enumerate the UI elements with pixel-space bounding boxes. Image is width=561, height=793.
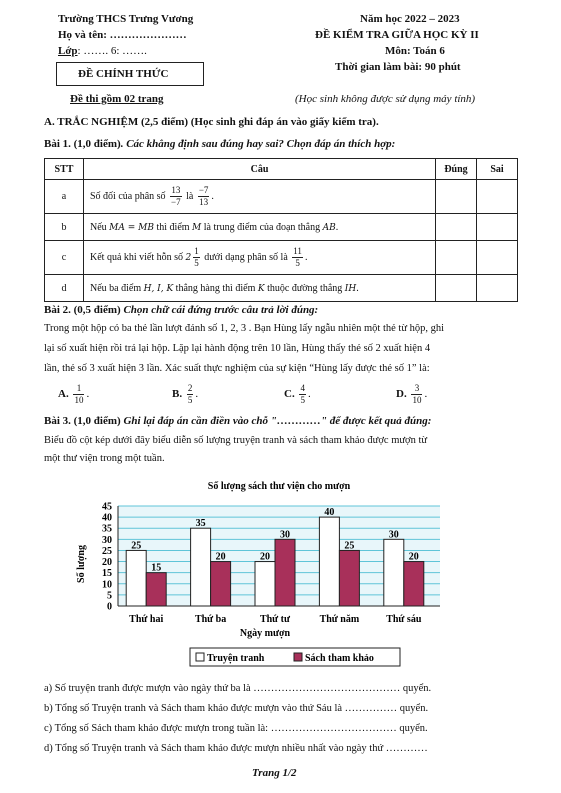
denominator: 5: [187, 395, 193, 405]
y-axis-label: Số lượng: [76, 545, 87, 583]
statement-text: Kết quả khi viết hỗn số: [90, 251, 184, 263]
x-tick-label: Thứ năm: [319, 614, 360, 625]
x-tick-label: Thứ sáu: [386, 614, 422, 625]
bar-sach-tham-khao: [146, 573, 166, 606]
y-tick-label: 15: [102, 568, 112, 580]
official-label: ĐỀ CHÍNH THỨC: [78, 68, 169, 80]
math-expr: M: [192, 222, 202, 233]
bar-value-label: 15: [151, 562, 162, 574]
option-d[interactable]: D. $\frac{3}{10}$ .: [396, 383, 428, 405]
page-number: Trang 1/2: [252, 767, 297, 779]
fraction: [193, 247, 200, 268]
fraction: [187, 384, 194, 405]
class-line: [58, 46, 147, 57]
bai2-heading: [44, 305, 318, 316]
bai3-heading: [44, 416, 431, 427]
y-tick-label: 35: [102, 523, 112, 535]
school-year: Năm học 2022 – 2023: [360, 13, 460, 25]
subject: Môn: Toán 6: [385, 45, 445, 57]
math-expr: H, I, K: [143, 283, 174, 294]
x-tick-label: Thứ hai: [129, 614, 164, 625]
header-sai: Sai: [477, 159, 518, 180]
chart-title: Số lượng sách thư viện cho mượn: [207, 481, 351, 492]
denominator: 5: [194, 258, 199, 268]
statement-text: Số đối của phân số: [90, 190, 166, 202]
fraction: [170, 186, 182, 207]
section-a-title: A. TRẮC NGHIỆM (2,5 điểm) (Học sinh ghi đáp án vào giấy kiểm tra).: [44, 116, 379, 128]
student-name-line: Họ và tên: …………………: [58, 29, 187, 41]
fraction: [198, 186, 210, 207]
bar-truyen-tranh: [255, 562, 275, 606]
statement-text: là: [186, 190, 194, 202]
option-b[interactable]: B. $\frac{2}{5}$ .: [172, 383, 199, 405]
exam-title: ĐỀ KIỂM TRA GIỮA HỌC KỲ II: [315, 29, 479, 41]
option-letter: D.: [396, 388, 407, 401]
y-tick-label: 10: [102, 579, 112, 591]
numerator: 3: [411, 384, 422, 395]
bai1-heading: [44, 139, 395, 150]
bar-value-label: 20: [260, 551, 270, 563]
bar-truyen-tranh: [191, 528, 211, 606]
bar-value-label: 35: [195, 518, 206, 530]
option-a[interactable]: A. $\frac{1}{10}$ .: [58, 383, 90, 405]
y-tick-label: 40: [102, 512, 112, 524]
row-stt: c: [45, 241, 84, 275]
pages-note: Đề thi gồm 02 trang: [70, 93, 164, 105]
table-row: [45, 241, 518, 275]
question-line: c) Tổng số Sách tham khảo được mượn trong tuần là: ……………………………… quyển.: [44, 723, 428, 734]
fraction: [73, 384, 84, 405]
bai3-text-line: một thư viện trong một tuần.: [44, 453, 165, 464]
table-header-row: [45, 159, 518, 180]
bai2-text-line: lại số xuất hiện rồi trả lại hộp. Lặp lại hành động trên 10 lần, Hùng thấy thẻ số 2 xuất hiện 4: [44, 343, 431, 354]
answer-true-cell[interactable]: [436, 214, 477, 241]
numerator: 11: [293, 246, 302, 256]
x-tick-label: Thứ tư: [259, 614, 291, 625]
denominator: 10: [74, 395, 84, 405]
bai3-label: Bài 3. (1,0 điểm): [44, 415, 121, 427]
row-statement: [84, 180, 436, 214]
statement-text: thì điểm: [156, 221, 190, 233]
bai3-prompt: Ghi lại đáp án cần điền vào chỗ "…………" để được kết quả đúng:: [123, 415, 432, 427]
bar-sach-tham-khao: [211, 562, 231, 606]
numerator: 4: [300, 383, 305, 393]
header-cau: Câu: [84, 159, 436, 180]
fraction: [299, 384, 306, 405]
y-tick-label: 30: [102, 534, 112, 546]
y-tick-label: 25: [102, 545, 112, 557]
question-line: d) Tổng số Truyện tranh và Sách tham khảo được mượn nhiều nhất vào ngày thứ …………: [44, 743, 428, 754]
bar-truyen-tranh: [319, 517, 339, 606]
bai2-text-line: lần, thẻ số 3 xuất hiện 3 lần. Xác suất thực nghiệm của sự kiện “Hùng lấy được thẻ số 1” là:: [44, 363, 430, 374]
bar-value-label: 20: [408, 551, 419, 563]
bar-value-label: 25: [131, 540, 142, 552]
numerator: −7: [198, 185, 209, 195]
statement-text: thẳng hàng thì điểm: [175, 282, 256, 294]
question-line: a) Số truyện tranh được mượn vào ngày thứ ba là …………………………………… quyển.: [44, 683, 432, 694]
legend-label: Sách tham khảo: [305, 653, 374, 664]
bar-sach-tham-khao: [275, 539, 295, 606]
answer-true-cell[interactable]: [436, 241, 477, 275]
option-letter: A.: [58, 388, 69, 401]
class-label: Lớp: [58, 45, 78, 57]
denominator: 13: [199, 197, 209, 207]
answer-true-cell[interactable]: [436, 180, 477, 214]
true-false-table: [44, 158, 518, 302]
option-letter: B.: [172, 388, 183, 401]
header-dung: Đúng: [436, 159, 477, 180]
x-axis-label: Ngày mượn: [239, 628, 291, 639]
bai2-text-line: Trong một hộp có ba thẻ lần lượt đánh số 1, 2, 3 . Bạn Hùng lấy ngẫu nhiên một thẻ từ hộp, ghi: [44, 323, 445, 334]
statement-text: thuộc đường thẳng: [267, 282, 343, 294]
fraction: [411, 384, 422, 405]
numerator: 1: [194, 246, 199, 256]
statement-text: Nếu ba điểm: [90, 282, 142, 294]
math-expr: AB: [322, 222, 336, 233]
row-statement: [84, 241, 436, 275]
bar-value-label: 40: [324, 507, 335, 519]
time-limit: Thời gian làm bài: 90 phút: [335, 61, 461, 73]
numerator: 2: [187, 383, 193, 393]
y-tick-label: 20: [102, 557, 112, 569]
denominator: 10: [412, 395, 422, 405]
row-stt: a: [45, 180, 84, 214]
bar-truyen-tranh: [126, 550, 146, 606]
row-stt: b: [45, 214, 84, 241]
option-c[interactable]: C. $\frac{4}{5}$ .: [284, 383, 311, 405]
bar-value-label: 30: [388, 529, 399, 541]
header-stt: STT: [45, 159, 84, 180]
library-bar-chart: [60, 478, 490, 678]
bai1-prompt: . Các khẳng định sau đúng hay sai? Chọn đáp án thích hợp:: [120, 138, 396, 150]
answer-false-cell[interactable]: [477, 180, 518, 214]
mixed-whole: 2: [185, 252, 192, 263]
numerator: 13: [171, 185, 181, 195]
statement-text: là trung điểm của đoạn thẳng: [203, 221, 321, 233]
table-row: [45, 180, 518, 214]
legend-swatch: [294, 653, 302, 661]
bai2-label: Bài 2. (0,5 điểm): [44, 304, 121, 316]
option-letter: C.: [284, 388, 295, 401]
row-statement: [84, 275, 436, 302]
statement-text: .: [356, 282, 359, 294]
denominator: 5: [295, 258, 300, 268]
table-row: [45, 275, 518, 302]
y-tick-label: 0: [107, 601, 112, 613]
bar-sach-tham-khao: [339, 550, 359, 606]
bai3-text-line: Biểu đồ cột kép dưới đây biểu diễn số lượng truyện tranh và sách tham khảo được mượn từ: [44, 435, 428, 446]
bar-value-label: 20: [215, 551, 226, 563]
fraction: [292, 247, 303, 268]
calculator-note: (Học sinh không được sử dụng máy tính): [295, 93, 476, 105]
legend-swatch: [196, 653, 204, 661]
y-tick-label: 5: [107, 590, 112, 602]
row-statement: [84, 214, 436, 241]
answer-false-cell[interactable]: [477, 275, 518, 302]
statement-text: dưới dạng phân số là: [204, 251, 288, 263]
answer-true-cell[interactable]: [436, 275, 477, 302]
table-row: [45, 214, 518, 241]
x-tick-label: Thứ ba: [194, 614, 227, 625]
denominator: 5: [300, 395, 305, 405]
bai2-prompt: Chọn chữ cái đứng trước câu trả lời đúng:: [123, 304, 319, 316]
math-expr: IH: [344, 283, 357, 294]
bar-value-label: 25: [344, 540, 355, 552]
class-blank: : ……. 6: …….: [77, 45, 147, 57]
statement-text: .: [335, 221, 339, 233]
bai1-label: Bài 1. (1,0 điểm): [44, 138, 121, 150]
question-line: b) Tổng số Truyện tranh và Sách tham khảo được mượn vào thứ Sáu là …………… quyển.: [44, 703, 429, 714]
statement-text: .: [304, 251, 308, 263]
denominator: −7: [171, 197, 181, 207]
bar-truyen-tranh: [384, 539, 404, 606]
bar-sach-tham-khao: [404, 562, 424, 606]
bar-value-label: 30: [280, 529, 290, 541]
numerator: 1: [73, 384, 84, 395]
answer-false-cell[interactable]: [477, 241, 518, 275]
math-expr: MA = MB: [109, 222, 154, 233]
answer-false-cell[interactable]: [477, 214, 518, 241]
school-name: Trường THCS Trưng Vương: [58, 13, 194, 25]
legend-label: Truyện tranh: [207, 653, 265, 664]
math-expr: K: [257, 283, 265, 294]
statement-text: Nếu: [90, 221, 107, 233]
row-stt: d: [45, 275, 84, 302]
y-tick-label: 45: [102, 501, 112, 513]
statement-text: .: [211, 190, 214, 202]
